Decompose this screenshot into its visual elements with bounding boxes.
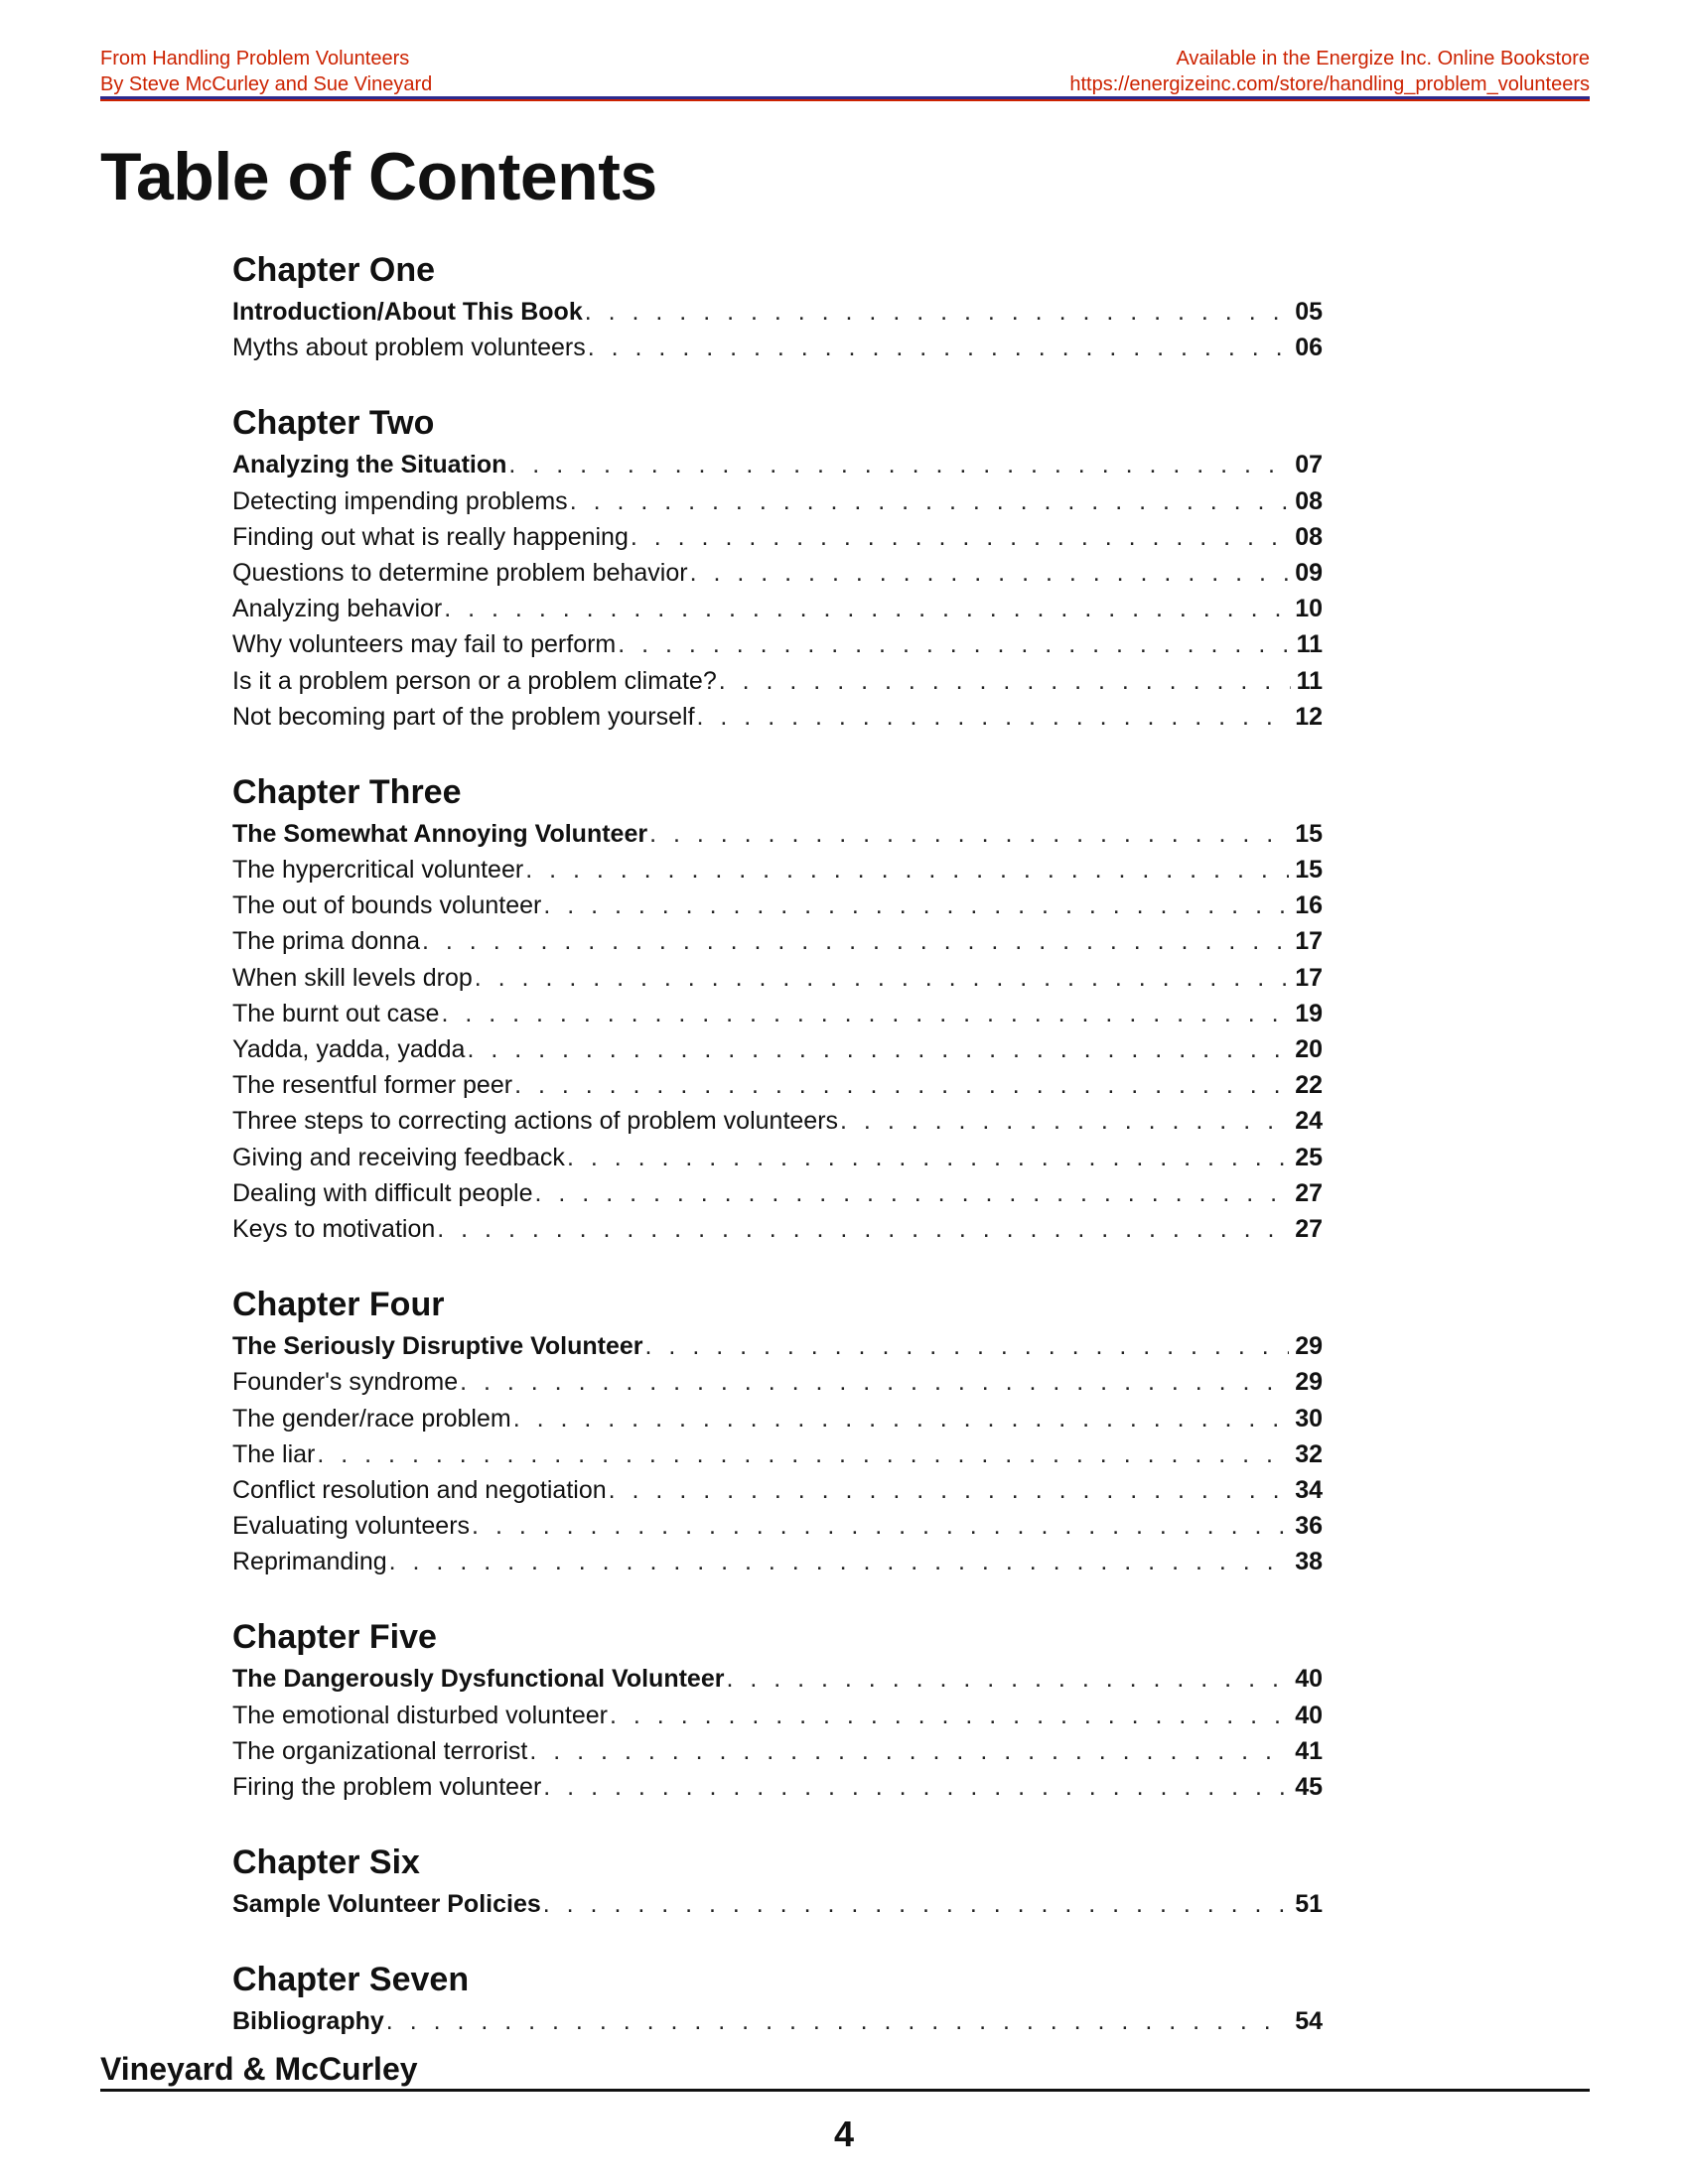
dot-leader [719,663,1291,699]
chapter-title: Chapter Three [232,772,462,811]
toc-entry-title: Founder's syndrome [232,1368,459,1397]
dot-leader [386,2003,1289,2039]
toc-entry-title: Not becoming part of the problem yourself [232,702,695,731]
toc-entry-title: The liar [232,1439,316,1468]
chapter-title: Chapter Four [232,1286,445,1324]
chapter-section [232,399,1323,735]
toc-entry-title: Keys to motivation [232,1214,436,1243]
chapter-title: Chapter One [232,251,436,289]
dot-leader [610,1698,1289,1733]
toc-entry-page: 17 [1295,963,1323,992]
toc-entry-page: 40 [1295,1665,1323,1694]
toc-entry-title: Is it a problem person or a problem climate? [232,666,717,695]
toc-entry-title: The burnt out case [232,999,440,1027]
toc-entry-title: Dealing with difficult people [232,1178,533,1207]
dot-leader [525,852,1289,887]
page-number: 4 [833,2114,855,2154]
toc-entry-title: Conflict resolution and negotiation [232,1475,607,1504]
toc-entry-title: The organizational terrorist [232,1736,528,1765]
toc-entry[interactable] [232,1103,1323,1139]
toc-entry-lead[interactable] [232,816,1323,852]
chapter-title: Chapter Six [232,1843,420,1882]
toc-entry-page: 05 [1295,298,1323,326]
header-authors: By Steve McCurley and Sue Vineyard [100,73,433,95]
footer-rule [100,2089,1590,2092]
chapter-section [232,246,1323,365]
toc-entry-page: 16 [1295,891,1323,920]
toc-entry-title: The hypercritical volunteer [232,856,524,885]
toc-entry[interactable] [232,626,1323,662]
toc-entry-title: Three steps to correcting actions of problem volunteers [232,1107,839,1136]
chapter-title: Chapter Two [232,404,435,443]
toc-entry-title: The Seriously Disruptive Volunteer [232,1332,643,1361]
toc-entry[interactable] [232,1140,1323,1175]
toc-entry[interactable] [232,887,1323,923]
dot-leader [467,1031,1289,1067]
dot-leader [585,294,1289,330]
toc-entry-page: 09 [1295,558,1323,587]
dot-leader [588,330,1289,365]
toc-entry-page: 27 [1295,1178,1323,1207]
toc-entry[interactable] [232,1211,1323,1247]
toc-entry-page: 20 [1295,1035,1323,1063]
toc-entry[interactable] [232,996,1323,1031]
toc-entry[interactable] [232,555,1323,591]
dot-leader [422,923,1289,959]
dot-leader [609,1472,1290,1508]
toc-entry-page: 12 [1295,702,1323,731]
toc-entry[interactable] [232,1175,1323,1211]
dot-leader [543,1769,1289,1805]
footer-authors: Vineyard & McCurley [100,2051,418,2087]
toc-entry[interactable] [232,960,1323,996]
toc-entry-page: 45 [1295,1773,1323,1801]
toc-entry-page: 15 [1295,856,1323,885]
toc-entry[interactable] [232,1401,1323,1436]
toc-entry-title: Sample Volunteer Policies [232,1890,541,1919]
toc-entry[interactable] [232,923,1323,959]
toc-entry-title: Bibliography [232,2007,384,2036]
toc-entry-page: 25 [1295,1143,1323,1171]
toc-entry[interactable] [232,1698,1323,1733]
toc-entry[interactable] [232,1544,1323,1579]
toc-entry-title: The Dangerously Dysfunctional Volunteer [232,1665,725,1694]
dot-leader [444,591,1289,626]
toc-entry[interactable] [232,1364,1323,1400]
toc-entry-title: Analyzing behavior [232,595,443,623]
toc-entry[interactable] [232,1508,1323,1544]
table-of-contents [232,246,1323,2040]
toc-entry-page: 24 [1295,1107,1323,1136]
dot-leader [543,887,1289,923]
toc-entry-title: Questions to determine problem behavior [232,558,688,587]
dot-leader [472,1508,1289,1544]
toc-entry[interactable] [232,519,1323,555]
header-rule-red [100,99,1590,101]
toc-entry[interactable] [232,591,1323,626]
toc-entry-lead[interactable] [232,2003,1323,2039]
toc-entry-title: Giving and receiving feedback [232,1143,565,1171]
dot-leader [645,1328,1290,1364]
toc-entry-page: 19 [1295,999,1323,1027]
chapter-title: Chapter Five [232,1618,437,1657]
page-title: Table of Contents [100,139,657,214]
toc-entry-title: The prima donna [232,927,421,956]
toc-entry-page: 51 [1295,1890,1323,1919]
toc-entry-lead[interactable] [232,1886,1323,1922]
dot-leader [697,699,1290,735]
toc-entry-page: 11 [1296,630,1323,659]
toc-entry[interactable] [232,1472,1323,1508]
toc-entry-title: Introduction/About This Book [232,298,583,326]
toc-entry[interactable] [232,330,1323,365]
toc-entry-page: 29 [1295,1332,1323,1361]
toc-entry-page: 29 [1295,1368,1323,1397]
toc-entry-title: Analyzing the Situation [232,451,507,479]
toc-entry-title: The resentful former peer [232,1071,513,1100]
dot-leader [631,519,1289,555]
toc-entry-title: Detecting impending problems [232,486,568,515]
dot-leader [514,1067,1289,1103]
dot-leader [726,1661,1289,1697]
toc-entry-page: 08 [1295,522,1323,551]
toc-entry-page: 34 [1295,1475,1323,1504]
dot-leader [840,1103,1289,1139]
toc-entry-page: 54 [1295,2007,1323,2036]
toc-entry-page: 08 [1295,486,1323,515]
toc-entry-page: 27 [1295,1214,1323,1243]
header-source [100,46,432,97]
header-store [1069,46,1590,97]
toc-entry-lead[interactable] [232,447,1323,482]
toc-entry-page: 10 [1295,595,1323,623]
toc-entry-page: 40 [1295,1701,1323,1729]
toc-entry[interactable] [232,1769,1323,1805]
dot-leader [535,1175,1290,1211]
dot-leader [460,1364,1289,1400]
chapter-section [232,768,1323,1247]
dot-leader [437,1211,1289,1247]
dot-leader [690,555,1290,591]
dot-leader [389,1544,1290,1579]
dot-leader [567,1140,1289,1175]
chapter-section [232,1956,1323,2039]
toc-entry-title: The out of bounds volunteer [232,891,542,920]
toc-entry-page: 06 [1295,334,1323,362]
toc-entry-lead[interactable] [232,1328,1323,1364]
toc-entry-title: Firing the problem volunteer [232,1773,542,1801]
chapter-section [232,1613,1323,1805]
toc-entry-page: 36 [1295,1512,1323,1541]
header-store-label: Available in the Energize Inc. Online Bookstore [1176,48,1590,69]
toc-entry[interactable] [232,483,1323,519]
toc-entry-title: The Somewhat Annoying Volunteer [232,819,648,848]
toc-entry-page: 07 [1295,451,1323,479]
toc-entry-page: 30 [1295,1404,1323,1433]
toc-entry-title: The gender/race problem [232,1404,511,1433]
toc-entry-title: Finding out what is really happening [232,522,629,551]
dot-leader [513,1401,1289,1436]
toc-entry-page: 41 [1295,1736,1323,1765]
toc-entry[interactable] [232,1031,1323,1067]
dot-leader [618,626,1290,662]
toc-entry-title: Myths about problem volunteers [232,334,586,362]
toc-entry-title: Evaluating volunteers [232,1512,471,1541]
toc-entry-lead[interactable] [232,1661,1323,1697]
dot-leader [570,483,1290,519]
dot-leader [508,447,1289,482]
toc-entry[interactable] [232,852,1323,887]
toc-entry-page: 32 [1295,1439,1323,1468]
toc-entry-page: 11 [1296,666,1323,695]
dot-leader [649,816,1289,852]
toc-entry-lead[interactable] [232,294,1323,330]
dot-leader [475,960,1289,996]
chapter-section [232,1839,1323,1922]
toc-entry-title: Reprimanding [232,1548,387,1576]
page-header [100,46,1590,101]
toc-entry-page: 15 [1295,819,1323,848]
toc-entry-page: 22 [1295,1071,1323,1100]
toc-entry-title: The emotional disturbed volunteer [232,1701,609,1729]
dot-leader [529,1733,1289,1769]
toc-entry-page: 17 [1295,927,1323,956]
dot-leader [317,1436,1289,1472]
toc-entry[interactable] [232,1733,1323,1769]
chapter-title: Chapter Seven [232,1961,470,1999]
toc-entry[interactable] [232,663,1323,699]
header-book-title: From Handling Problem Volunteers [100,48,410,69]
dot-leader [543,1886,1289,1922]
dot-leader [441,996,1289,1031]
toc-entry[interactable] [232,699,1323,735]
toc-entry-title: Yadda, yadda, yadda [232,1035,466,1063]
toc-entry-title: When skill levels drop [232,963,473,992]
toc-entry-title: Why volunteers may fail to perform [232,630,617,659]
toc-entry-page: 38 [1295,1548,1323,1576]
chapter-section [232,1281,1323,1579]
header-store-link[interactable]: https://energizeinc.com/store/handling_problem_volunteers [1069,73,1590,95]
toc-entry[interactable] [232,1436,1323,1472]
toc-entry[interactable] [232,1067,1323,1103]
